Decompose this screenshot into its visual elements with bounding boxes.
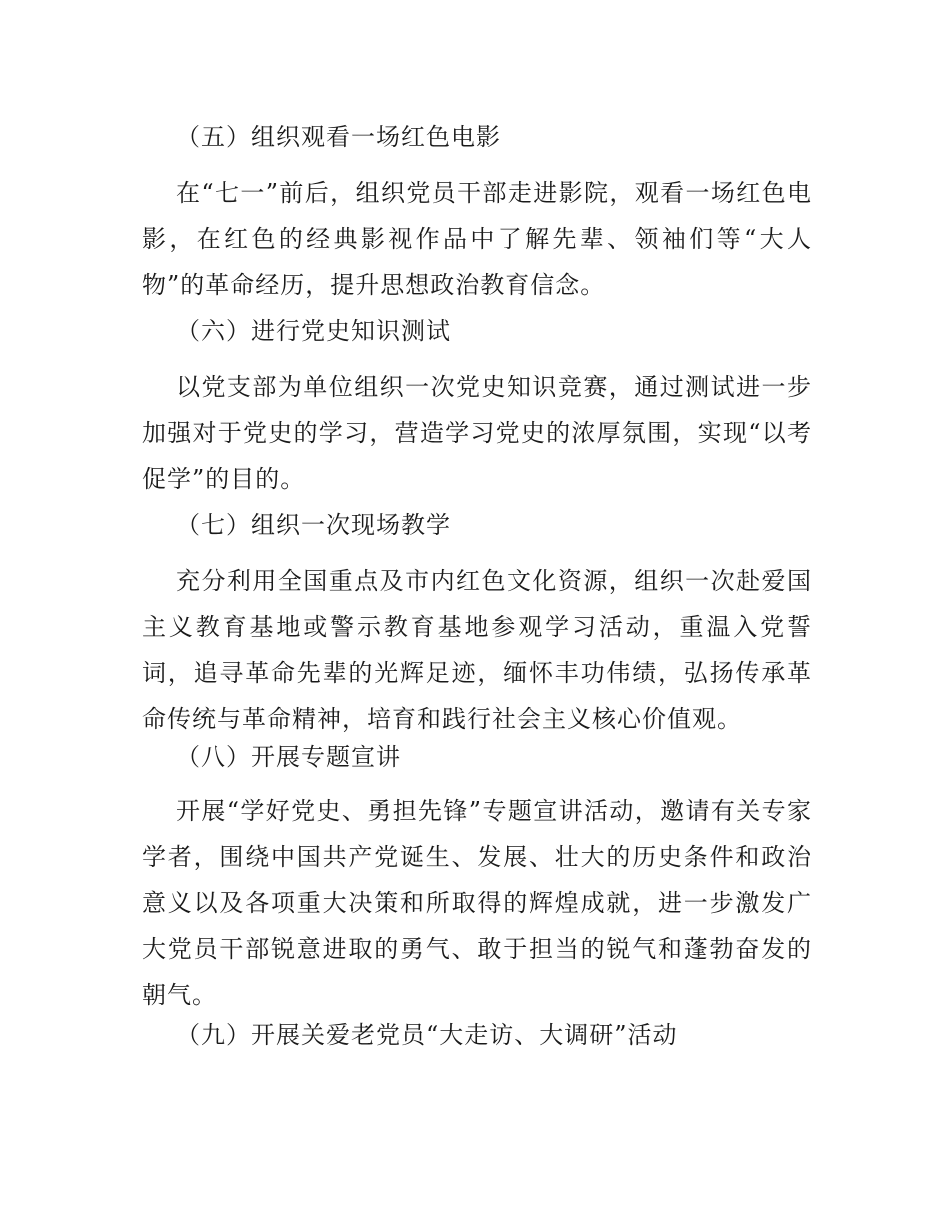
- section-heading-7: （七）组织一次现场教学: [176, 511, 451, 539]
- section-heading-6: （六）进行党史知识测试: [176, 317, 451, 345]
- section-heading-8: （八）开展专题宣讲: [176, 743, 401, 771]
- section-heading-5: （五）组织观看一场红色电影: [176, 123, 501, 151]
- section-body-7: 充分利用全国重点及市内红色文化资源，组织一次赴爱国主义教育基地或警示教育基地参观学习活动，重温入党誓词，追寻革命先辈的光辉足迹，缅怀丰功伟绩，弘扬传承革命传统与革命精神，培育和践行社会主义核心价值观。: [142, 567, 812, 733]
- section-body-8: 开展“学好党史、勇担先锋”专题宣讲活动，邀请有关专家学者，围绕中国共产党诞生、发展、壮大的历史条件和政治意义以及各项重大决策和所取得的辉煌成就，进一步激发广大党员干部锐意进取的勇气、敢于担当的锐气和蓬勃奋发的朝气。: [142, 797, 812, 1009]
- section-body-6: 以党支部为单位组织一次党史知识竞赛，通过测试进一步加强对于党史的学习，营造学习党史的浓厚氛围，实现“以考促学”的目的。: [142, 373, 812, 493]
- section-heading-9: （九）开展关爱老党员“大走访、大调研”活动: [176, 1021, 678, 1049]
- section-body-5: 在“七一”前后，组织党员干部走进影院，观看一场红色电影，在红色的经典影视作品中了解先辈、领袖们等“大人物”的革命经历，提升思想政治教育信念。: [142, 179, 812, 299]
